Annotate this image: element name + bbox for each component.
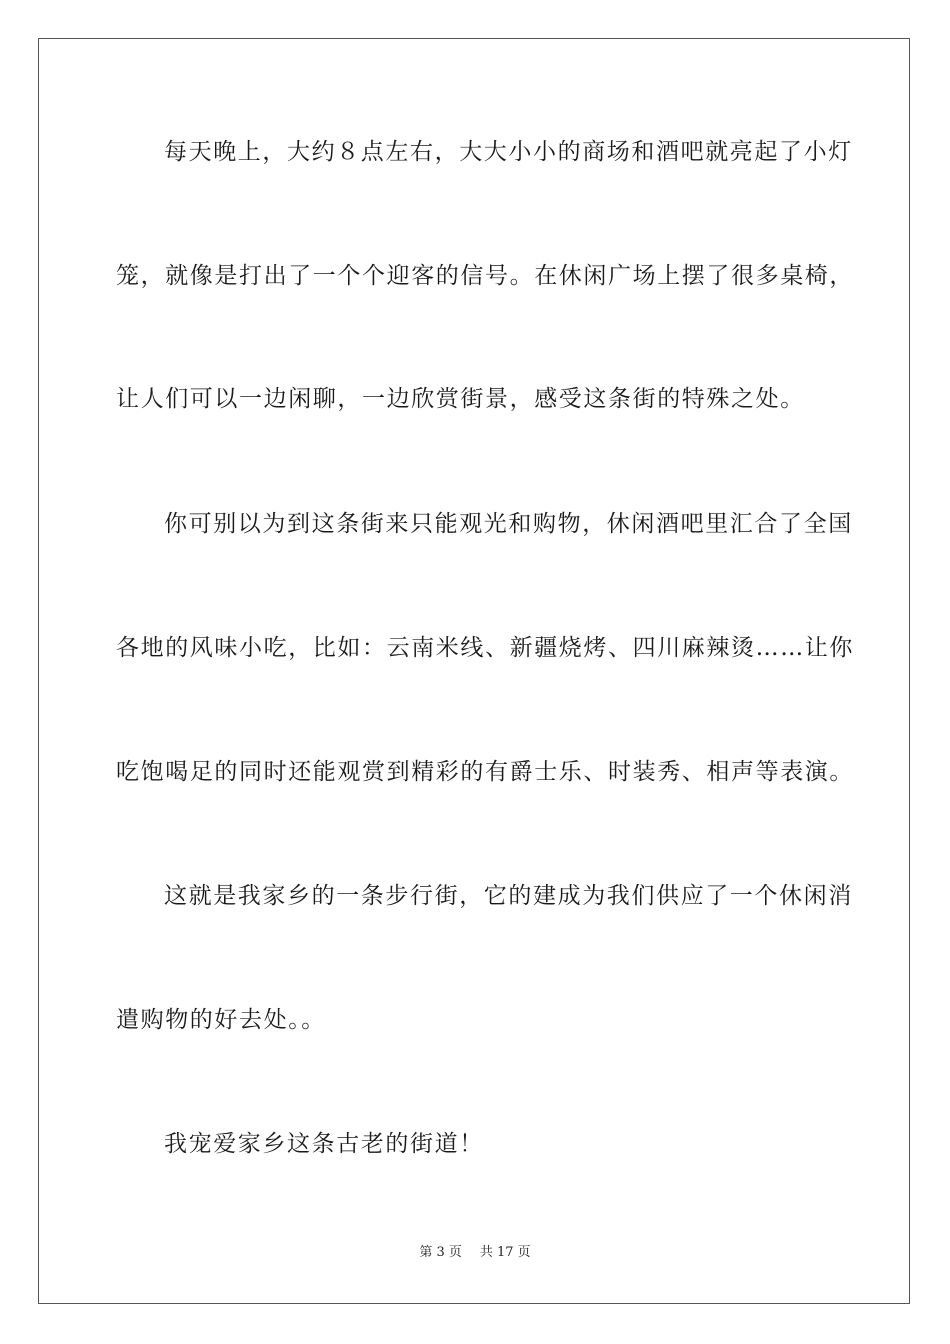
paragraph-3-line-2: 遣购物的好去处。。 bbox=[116, 1007, 326, 1033]
paragraph-4-line-1: 我宠爱家乡这条古老的街道！ bbox=[164, 1131, 484, 1157]
paragraph-2-line-2: 各地的风味小吃，比如：云南米线、新疆烧烤、四川麻辣烫……让你 bbox=[116, 635, 854, 661]
page-border bbox=[38, 38, 910, 1304]
page-footer bbox=[0, 1245, 950, 1261]
paragraph-1-line-2: 笼，就像是打出了一个个迎客的信号。在休闲广场上摆了很多桌椅， bbox=[116, 263, 854, 289]
page-number: 第 3 页 bbox=[419, 1245, 462, 1260]
paragraph-1-line-3: 让人们可以一边闲聊，一边欣赏街景，感受这条街的特殊之处。 bbox=[116, 386, 805, 412]
paragraph-1-line-1: 每天晚上，大约８点左右，大大小小的商场和酒吧就亮起了小灯 bbox=[164, 139, 853, 165]
paragraph-2-line-1: 你可别以为到这条街来只能观光和购物，休闲酒吧里汇合了全国 bbox=[164, 511, 853, 537]
page-total: 共 17 页 bbox=[479, 1245, 531, 1260]
paragraph-3-line-1: 这就是我家乡的一条步行街，它的建成为我们供应了一个休闲消 bbox=[164, 883, 853, 909]
paragraph-2-line-3: 吃饱喝足的同时还能观赏到精彩的有爵士乐、时装秀、相声等表演。 bbox=[116, 759, 854, 785]
